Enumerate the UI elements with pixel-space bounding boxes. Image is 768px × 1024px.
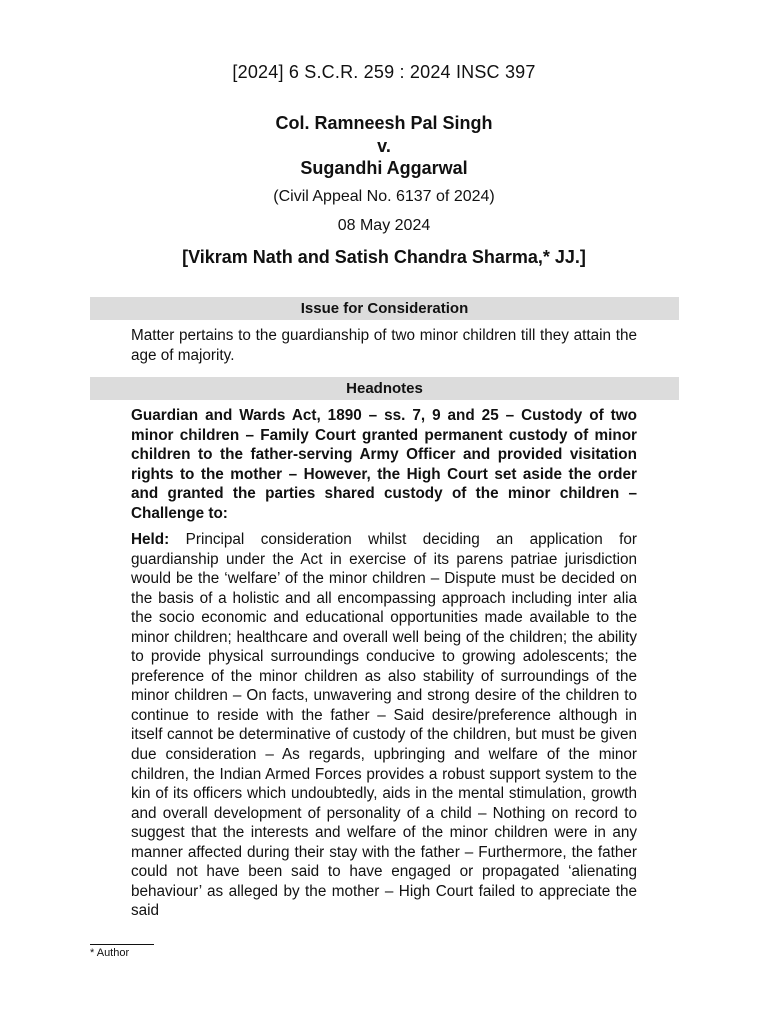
headnotes-heading: Headnotes (90, 377, 679, 400)
held-text: Principal consideration whilst deciding an application for guardianship under the Act in exercise of its parens patriae jurisdiction would be the ‘welfare’ of the minor children – Dispute must be decided on the basis of a holistic and all encompassing approach including inter alia the socio economic and educational opportunities made available to the minor children; healthcare and overall well being of the children; the ability to provide physical surroundings conducive to growing adolescents; the preference of the minor children as also stability of surroundings of the minor children – On facts, unwavering and strong desire of the children to continue to reside with the father – Said desire/preference although in itself cannot be determinative of custody of the children, but must be given due consideration – As regards, upbringing and welfare of the minor children, the Indian Armed Forces provides a robust support system to the kin of its officers which undoubtedly, aids in the mental stimulation, growth and overall development of personality of a child – Nothing on record to suggest that the interests and welfare of the minor children were in any manner affected during their stay with the father – Furthermore, the father could not have been said to have engaged or propagated ‘alienating behaviour’ as alleged by the mother – High Court failed to appreciate the said (131, 531, 637, 920)
citation: [2024] 6 S.C.R. 259 : 2024 INSC 397 (232, 62, 536, 82)
headnote-summary: Guardian and Wards Act, 1890 – ss. 7, 9 and 25 – Custody of two minor children – Family Court granted permanent custody of minor children to the father-serving Army Officer and provided visitation rights to the mother – However, the High Court set aside the order and granted the parties shared custody of the minor children – Challenge to: (131, 407, 637, 522)
case-number: (Civil Appeal No. 6137 of 2024) (273, 188, 495, 205)
bench: [Vikram Nath and Satish Chandra Sharma,* JJ.] (182, 247, 586, 267)
appellant-name: Col. Ramneesh Pal Singh (275, 113, 493, 133)
issue-heading: Issue for Consideration (90, 297, 679, 320)
held-label: Held: (131, 531, 170, 548)
versus-label: v. (377, 136, 391, 156)
judgment-date: 08 May 2024 (337, 217, 431, 234)
issue-text: Matter pertains to the guardianship of two minor children till they attain the age of majority. (131, 327, 637, 364)
respondent-name: Sugandhi Aggarwal (300, 158, 468, 178)
held-paragraph (131, 530, 637, 921)
footnote: * Author (90, 947, 130, 959)
footnote-divider (90, 944, 154, 945)
